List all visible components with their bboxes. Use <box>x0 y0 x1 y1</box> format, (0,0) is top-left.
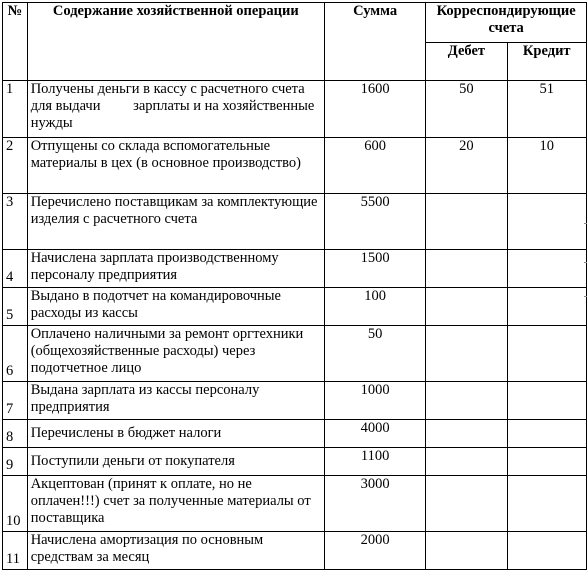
row-amount: 2000 <box>324 532 425 570</box>
row-credit <box>507 250 587 288</box>
row-debit <box>426 288 507 326</box>
row-credit <box>507 326 587 382</box>
row-debit: 50 <box>426 81 507 138</box>
row-number: 6 <box>3 326 28 382</box>
row-credit <box>507 532 587 570</box>
row-credit <box>507 288 587 326</box>
row-credit <box>507 382 587 420</box>
row-description: Получены деньги в кассу с расчетного счета для выдачи зарплаты и на хозяйственные нужды <box>27 81 324 138</box>
table-row <box>3 382 587 420</box>
table-row <box>3 420 587 448</box>
row-amount: 3000 <box>324 476 425 532</box>
row-credit <box>507 448 587 476</box>
row-credit <box>507 194 587 250</box>
header-corresponding-accounts: Корреспондирующие счета <box>426 3 587 43</box>
row-debit <box>426 532 507 570</box>
row-debit <box>426 250 507 288</box>
row-amount: 1000 <box>324 382 425 420</box>
row-amount: 50 <box>324 326 425 382</box>
table-row <box>3 448 587 476</box>
table-row <box>3 138 587 194</box>
header-description: Содержание хозяйственной операции <box>27 3 324 81</box>
row-amount: 1600 <box>324 81 425 138</box>
row-debit: 20 <box>426 138 507 194</box>
row-description: Начислена зарплата производственному персоналу предприятия <box>27 250 324 288</box>
table-row <box>3 288 587 326</box>
row-number: 3 <box>3 194 28 250</box>
header-debit: Дебет <box>426 43 507 81</box>
row-number: 9 <box>3 448 28 476</box>
row-number: 1 <box>3 81 28 138</box>
row-description: Выдано в подотчет на командировочные расходы из кассы <box>27 288 324 326</box>
row-number: 5 <box>3 288 28 326</box>
row-debit <box>426 420 507 448</box>
table-row <box>3 194 587 250</box>
row-amount: 5500 <box>324 194 425 250</box>
row-credit <box>507 476 587 532</box>
row-amount: 600 <box>324 138 425 194</box>
header-amount: Сумма <box>324 3 425 81</box>
row-debit <box>426 194 507 250</box>
row-description: Перечислены в бюджет налоги <box>27 420 324 448</box>
row-number: 10 <box>3 476 28 532</box>
table-row <box>3 476 587 532</box>
row-description: Начислена амортизация по основным средствам за месяц <box>27 532 324 570</box>
table-row <box>3 250 587 288</box>
row-description: Отпущены со склада вспомогательные материалы в цех (в основное производство) <box>27 138 324 194</box>
row-description: Перечислено поставщикам за комплектующие изделия с расчетного счета <box>27 194 324 250</box>
table-row <box>3 532 587 570</box>
row-description: Оплачено наличными за ремонт оргтехники (общехозяйственные расходы) через подотчетное лицо <box>27 326 324 382</box>
row-description: Поступили деньги от покупателя <box>27 448 324 476</box>
row-number: 2 <box>3 138 28 194</box>
row-amount: 100 <box>324 288 425 326</box>
row-amount: 4000 <box>324 420 425 448</box>
header-number: № <box>3 3 28 81</box>
row-debit <box>426 382 507 420</box>
header-credit: Кредит <box>507 43 587 81</box>
table-row <box>3 326 587 382</box>
row-credit: 51 <box>507 81 587 138</box>
row-credit: 10 <box>507 138 587 194</box>
row-description: Акцептован (принят к оплате, но не оплачен!!!) счет за полученные материалы от поставщика <box>27 476 324 532</box>
row-credit <box>507 420 587 448</box>
operations-table <box>2 2 587 570</box>
row-description: Выдана зарплата из кассы персоналу предприятия <box>27 382 324 420</box>
row-number: 11 <box>3 532 28 570</box>
row-number: 8 <box>3 420 28 448</box>
row-amount: 1100 <box>324 448 425 476</box>
table-row <box>3 81 587 138</box>
row-number: 4 <box>3 250 28 288</box>
row-amount: 1500 <box>324 250 425 288</box>
row-debit <box>426 476 507 532</box>
row-debit <box>426 326 507 382</box>
row-number: 7 <box>3 382 28 420</box>
row-debit <box>426 448 507 476</box>
